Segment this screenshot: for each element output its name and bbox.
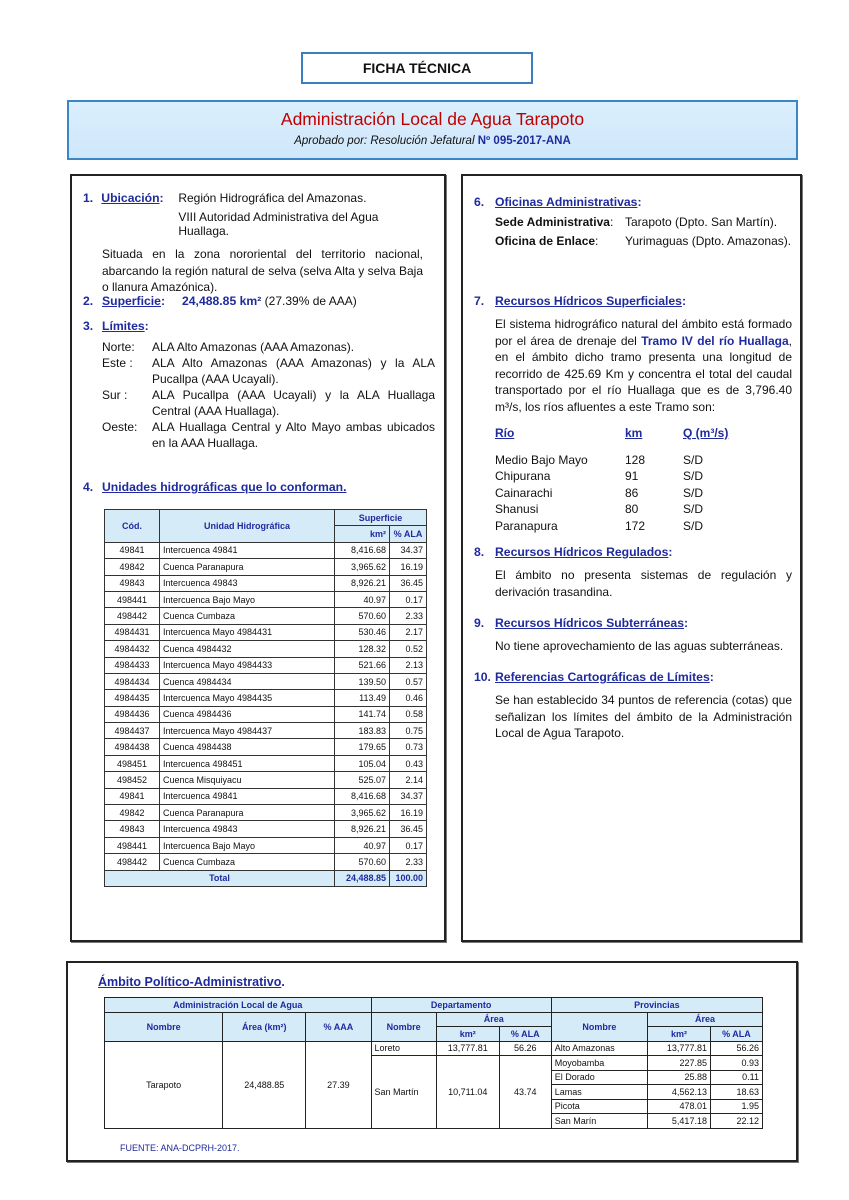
cell-km2: 3,965.62 [335, 559, 390, 575]
cell-pct: 2.14 [390, 772, 427, 788]
river-q: S/D [683, 518, 704, 533]
prov-km2: 478.01 [647, 1099, 710, 1114]
prov-nombre: Lamas [551, 1085, 647, 1100]
rivers-col-km: km [625, 426, 643, 440]
cell-cod: 498441 [105, 837, 160, 853]
total-label: Total [105, 870, 335, 886]
section-oficinas: 6. Oficinas Administrativas: Sede Administrativa: Tarapoto (Dpto. San Martín). Oficina de Enlace: Yurimaguas (Dpto. Amazonas). [474, 195, 792, 248]
river-row [495, 485, 792, 502]
limite-item [102, 339, 435, 355]
cell-cod: 4984437 [105, 723, 160, 739]
prov-nombre: El Dorado [551, 1070, 647, 1085]
cell-unidad: Intercuenca Mayo 4984437 [160, 723, 335, 739]
cell-unidad: Intercuenca Bajo Mayo [160, 591, 335, 607]
cell-km2: 113.49 [335, 690, 390, 706]
river-q: S/D [683, 485, 704, 500]
river-name: Paranapura [495, 518, 558, 533]
table-row [105, 805, 427, 821]
cell-cod: 49842 [105, 559, 160, 575]
cell-pct: 0.17 [390, 591, 427, 607]
section-number: 1. [83, 191, 94, 205]
rivers-header [495, 425, 792, 442]
section-referencias: 10. Referencias Cartográficas de Límites: Se han establecido 34 puntos de referencia (cotas) que señalizan los límites del ámbito de la Administración Local de Agua Tarapoto. [474, 670, 792, 740]
cell-km2: 179.65 [335, 739, 390, 755]
col-prov-km2: km² [647, 1027, 710, 1042]
cell-pct: 0.43 [390, 755, 427, 771]
section-heading: Oficinas Administrativas [495, 195, 638, 209]
prov-pct: 18.63 [710, 1085, 762, 1100]
cell-cod: 4984436 [105, 706, 160, 722]
superficie-note: (27.39% de AAA) [264, 294, 357, 308]
cell-unidad: Cuenca 4984438 [160, 739, 335, 755]
river-km: 86 [625, 485, 639, 500]
cell-km2: 105.04 [335, 755, 390, 771]
river-row [495, 501, 792, 518]
col-dep-area: Área [436, 1012, 551, 1027]
cell-unidad: Intercuenca Mayo 4984431 [160, 624, 335, 640]
cell-km2: 40.97 [335, 837, 390, 853]
cell-km2: 3,965.62 [335, 805, 390, 821]
desc-part: , en el ámbito dicho tramo presenta una longitud de recorrido de 425.69 Km y concentra el total del caudal transportado por el río Huallaga que es de 3,796.40 m³/s, los ríos afluentes a este Tramo son: [495, 333, 792, 414]
section-heading: Recursos Hídricos Subterráneas [495, 616, 684, 630]
ambito-panel [66, 961, 798, 1162]
sede-value: Tarapoto (Dpto. San Martín). [625, 215, 778, 229]
limite-key: Sur : [102, 388, 128, 402]
table-row [105, 575, 427, 591]
page-title: Administración Local de Agua Tarapoto [280, 109, 585, 129]
prov-nombre: Moyobamba [551, 1056, 647, 1071]
cell-km2: 570.60 [335, 854, 390, 870]
cell-cod: 498452 [105, 772, 160, 788]
enlace-label: Oficina de Enlace [495, 234, 596, 248]
section-heading: Referencias Cartográficas de Límites [495, 670, 710, 684]
cell-km2: 128.32 [335, 641, 390, 657]
section-number: 3. [83, 319, 94, 333]
cell-pct: 0.75 [390, 723, 427, 739]
table-row [105, 854, 427, 870]
cell-unidad: Intercuenca 49843 [160, 821, 335, 837]
cell-unidad: Intercuenca 49843 [160, 575, 335, 591]
col-dep-pct: % ALA [499, 1027, 551, 1042]
col-cod: Cód. [105, 510, 160, 543]
ambito-heading: Ámbito Político-Administrativo. [98, 975, 285, 989]
limite-key: Oeste: [102, 420, 138, 434]
cell-pct: 0.73 [390, 739, 427, 755]
table-row [105, 755, 427, 771]
section-number: 6. [474, 195, 485, 209]
cell-pct: 16.19 [390, 559, 427, 575]
total-pct: 100.00 [390, 870, 427, 886]
prov-nombre: Picota [551, 1099, 647, 1114]
section-unidades [83, 480, 423, 494]
prov-km2: 25.88 [647, 1070, 710, 1085]
prov-pct: 1.95 [710, 1099, 762, 1114]
limite-key: Este : [102, 356, 133, 370]
cell-cod: 49843 [105, 821, 160, 837]
col-km2: km² [335, 526, 390, 542]
cell-pct: 34.37 [390, 788, 427, 804]
cell-km2: 40.97 [335, 591, 390, 607]
dep-nombre: Loreto [371, 1041, 436, 1056]
river-q: S/D [683, 502, 704, 516]
prov-nombre: Alto Amazonas [551, 1041, 647, 1056]
col-pct: % ALA [390, 526, 427, 542]
cell-cod: 498442 [105, 854, 160, 870]
cell-pct: 0.58 [390, 706, 427, 722]
cell-km2: 141.74 [335, 706, 390, 722]
cell-cod: 49841 [105, 542, 160, 558]
approval-subtitle [69, 135, 796, 147]
prov-pct: 22.12 [710, 1114, 762, 1129]
cell-unidad: Cuenca 4984432 [160, 641, 335, 657]
resolution-ref: Nº 095-2017-ANA [477, 135, 571, 147]
river-km: 172 [625, 518, 646, 533]
ala-area: 24,488.85 [223, 1041, 306, 1128]
ala-nombre: Tarapoto [105, 1041, 223, 1128]
cell-km2: 139.50 [335, 673, 390, 689]
cell-cod: 498441 [105, 591, 160, 607]
cell-unidad: Intercuenca 49841 [160, 788, 335, 804]
total-km2: 24,488.85 [335, 870, 390, 886]
cell-km2: 8,416.68 [335, 788, 390, 804]
cell-unidad: Intercuenca 498451 [160, 755, 335, 771]
col-ala-nombre: Nombre [105, 1012, 223, 1041]
cell-cod: 4984438 [105, 739, 160, 755]
cell-unidad: Cuenca 4984436 [160, 706, 335, 722]
col-provincias: Provincias [551, 998, 762, 1013]
col-departamento: Departamento [371, 998, 551, 1013]
dep-km2: 13,777.81 [436, 1041, 499, 1056]
cell-pct: 0.46 [390, 690, 427, 706]
table-row [105, 739, 427, 755]
limites-list [102, 339, 435, 451]
col-prov-pct: % ALA [710, 1027, 762, 1042]
cell-cod: 49841 [105, 788, 160, 804]
cell-unidad: Cuenca Misquiyacu [160, 772, 335, 788]
section-superficiales: 7. Recursos Hídricos Superficiales: El sistema hidrográfico natural del ámbito está formado por el área de drenaje del Tramo IV del río Huallaga, en el ámbito dicho tramo presenta una longitud de recorrido de 425.69 Km y concentra el total del caudal transportado por el río Huallaga que es de 3,796.40 m³/s, los ríos afluentes a este Tramo son: Río km Q (m³/s) Medio Bajo Mayo 128 S/D Chipurana 91 S/D Cainarachi 86 S/D Shanusi 80 S/D Paranapura 172 S/D [474, 294, 792, 533]
river-q: S/D [683, 452, 704, 467]
section-number: 4. [83, 480, 94, 494]
ambito-table [104, 997, 763, 1129]
cell-unidad: Intercuenca Bajo Mayo [160, 837, 335, 853]
section-heading: Ubicación [101, 191, 160, 205]
river-row [495, 518, 792, 535]
sede-label: Sede Administrativa [495, 215, 610, 229]
dep-pct: 56.26 [499, 1041, 551, 1056]
cell-cod: 498442 [105, 608, 160, 624]
river-name: Chipurana [495, 469, 551, 483]
section-limites: 3. Límites: Norte: ALA Alto Amazonas (AAA Amazonas). Este : ALA Alto Amazonas (AAA Amazonas) y la ALA Pucallpa (AAA Ucayali). Sur : ALA Pucallpa (AAA Ucayali) y la ALA Huallaga Central (AAA Huallaga). Oeste: ALA Huallaga Central y Alto Mayo ambas ubicados en la AAA Huallaga. [83, 319, 435, 450]
left-panel [70, 174, 446, 942]
ubicacion-line1: Región Hidrográfica del Amazonas. [178, 191, 367, 205]
cell-unidad: Cuenca Paranapura [160, 559, 335, 575]
cell-km2: 570.60 [335, 608, 390, 624]
section-number: 2. [83, 294, 94, 308]
table-row [105, 1041, 763, 1056]
cell-km2: 525.07 [335, 772, 390, 788]
unidades-table [104, 509, 427, 887]
table-row [105, 657, 427, 673]
table-row [105, 821, 427, 837]
section-number: 7. [474, 294, 485, 308]
cell-unidad: Cuenca Cumbaza [160, 854, 335, 870]
cell-pct: 0.17 [390, 837, 427, 853]
col-prov-area: Área [647, 1012, 762, 1027]
prov-km2: 5,417.18 [647, 1114, 710, 1129]
limite-value: ALA Alto Amazonas (AAA Amazonas). [152, 340, 355, 354]
section-heading: Superficie [102, 294, 161, 308]
cell-pct: 2.33 [390, 608, 427, 624]
col-dep-km2: km² [436, 1027, 499, 1042]
river-q: S/D [683, 469, 704, 483]
col-dep-nombre: Nombre [371, 1012, 436, 1041]
table-row [105, 542, 427, 558]
cell-unidad: Cuenca Cumbaza [160, 608, 335, 624]
ala-pct: 27.39 [306, 1041, 371, 1128]
referencias-text: Se han establecido 34 puntos de referencia (cotas) que señalizan los límites del ámbito de la Administración Local de Agua Tarapoto. [495, 693, 792, 740]
cell-cod: 4984435 [105, 690, 160, 706]
river-name: Medio Bajo Mayo [495, 452, 588, 467]
cell-km2: 8,926.21 [335, 821, 390, 837]
table-row [105, 772, 427, 788]
cell-unidad: Cuenca Paranapura [160, 805, 335, 821]
superficie-value: 24,488.85 km² [182, 294, 262, 308]
col-ala: Administración Local de Agua [105, 998, 372, 1013]
cell-cod: 49842 [105, 805, 160, 821]
section-heading: Recursos Hídricos Regulados [495, 545, 669, 559]
limite-item [102, 419, 435, 451]
cell-km2: 8,416.68 [335, 542, 390, 558]
title-banner [67, 100, 798, 160]
col-unidad: Unidad Hidrográfica [160, 510, 335, 543]
cell-unidad: Intercuenca Mayo 4984433 [160, 657, 335, 673]
dep-pct: 43.74 [499, 1056, 551, 1129]
rivers-col-q: Q (m³/s) [683, 426, 729, 440]
table-row [105, 837, 427, 853]
section-subterraneas: 9. Recursos Hídricos Subterráneas: No tiene aprovechamiento de las aguas subterráneas. [474, 616, 792, 655]
fuente-note: FUENTE: ANA-DCPRH-2017. [120, 1143, 240, 1153]
table-row [105, 673, 427, 689]
rivers-col-rio: Río [495, 426, 515, 440]
total-row [105, 870, 427, 886]
dep-nombre: San Martín [371, 1056, 436, 1129]
table-row [105, 788, 427, 804]
prov-km2: 13,777.81 [647, 1041, 710, 1056]
cell-unidad: Cuenca 4984434 [160, 673, 335, 689]
prov-km2: 4,562.13 [647, 1085, 710, 1100]
river-km: 80 [625, 502, 639, 516]
section-heading: Ámbito Político-Administrativo [98, 975, 282, 989]
river-row [495, 452, 792, 469]
table-row [105, 608, 427, 624]
prov-pct: 56.26 [710, 1041, 762, 1056]
section-ubicacion: 1. Ubicación: Región Hidrográfica del Amazonas. VIII Autoridad Administrativa del Agua Huallaga. Situada en la zona nororiental del territorio nacional, abarcando la región natural de selva (selva Alta y selva Baja o llanura Amazónica). [83, 191, 423, 294]
prov-km2: 227.85 [647, 1056, 710, 1071]
cell-pct: 2.33 [390, 854, 427, 870]
section-regulados: 8. Recursos Hídricos Regulados: El ámbito no presenta sistemas de regulación y derivación trasandina. [474, 545, 792, 599]
cell-km2: 521.66 [335, 657, 390, 673]
dep-km2: 10,711.04 [436, 1056, 499, 1129]
approval-prefix: Aprobado por: Resolución Jefatural [294, 135, 478, 147]
cell-km2: 8,926.21 [335, 575, 390, 591]
cell-cod: 4984431 [105, 624, 160, 640]
cell-pct: 16.19 [390, 805, 427, 821]
river-name: Cainarachi [495, 485, 553, 500]
rivers-list [495, 452, 792, 535]
limite-value: ALA Pucallpa (AAA Ucayali) y la ALA Huallaga Central (AAA Huallaga). [152, 388, 435, 418]
cell-pct: 36.45 [390, 821, 427, 837]
section-heading: Recursos Hídricos Superficiales [495, 294, 682, 308]
col-ala-area: Área (km²) [223, 1012, 306, 1041]
river-name: Shanusi [495, 502, 539, 516]
section-heading: Unidades hidrográficas que lo conforman. [102, 480, 347, 494]
prov-pct: 0.11 [710, 1070, 762, 1085]
cell-cod: 498451 [105, 755, 160, 771]
desc-part: El sistema hidrográfico natural del ámbito está formado por el área de drenaje del [495, 317, 792, 348]
cell-pct: 0.57 [390, 673, 427, 689]
table-row [105, 690, 427, 706]
cell-cod: 4984432 [105, 641, 160, 657]
cell-cod: 49843 [105, 575, 160, 591]
ubicacion-line2: VIII Autoridad Administrativa del Agua Huallaga. [178, 210, 379, 238]
limite-item [102, 355, 435, 387]
prov-nombre: San Marín [551, 1114, 647, 1129]
section-number: 8. [474, 545, 485, 559]
cell-km2: 530.46 [335, 624, 390, 640]
cell-pct: 2.17 [390, 624, 427, 640]
cell-pct: 34.37 [390, 542, 427, 558]
section-number: 10. [474, 670, 491, 684]
table-row [105, 706, 427, 722]
cell-pct: 36.45 [390, 575, 427, 591]
cell-cod: 4984433 [105, 657, 160, 673]
cell-cod: 4984434 [105, 673, 160, 689]
section-number: 9. [474, 616, 485, 630]
ficha-tecnica-title: FICHA TÉCNICA [301, 52, 533, 84]
col-prov-nombre: Nombre [551, 1012, 647, 1041]
col-superficie: Superficie [335, 510, 427, 526]
river-row [495, 468, 792, 485]
section-heading: Límites [102, 319, 145, 333]
table-row [105, 723, 427, 739]
table-row [105, 641, 427, 657]
cell-km2: 183.83 [335, 723, 390, 739]
prov-pct: 0.93 [710, 1056, 762, 1071]
river-km: 91 [625, 469, 639, 483]
subterraneas-text: No tiene aprovechamiento de las aguas subterráneas. [495, 639, 784, 653]
table-row [105, 559, 427, 575]
river-km: 128 [625, 452, 646, 467]
limite-value: ALA Huallaga Central y Alto Mayo ambas ubicados en la AAA Huallaga. [152, 420, 435, 450]
regulados-text: El ámbito no presenta sistemas de regulación y derivación trasandina. [495, 568, 792, 599]
section-superficie: 2. Superficie: 24,488.85 km² (27.39% de AAA) [83, 294, 357, 308]
limite-item [102, 387, 435, 419]
cell-unidad: Intercuenca Mayo 4984435 [160, 690, 335, 706]
cell-pct: 0.52 [390, 641, 427, 657]
limite-value: ALA Alto Amazonas (AAA Amazonas) y la ALA Pucallpa (AAA Ucayali). [152, 356, 435, 386]
cell-pct: 2.13 [390, 657, 427, 673]
table-row [105, 591, 427, 607]
ubicacion-description: Situada en la zona nororiental del territorio nacional, abarcando la región natural de selva (selva Alta y selva Baja o llanura Amazónica). [102, 247, 423, 294]
cell-unidad: Intercuenca 49841 [160, 542, 335, 558]
enlace-value: Yurimaguas (Dpto. Amazonas). [625, 234, 792, 248]
right-panel [461, 174, 802, 942]
table-row [105, 624, 427, 640]
limite-key: Norte: [102, 340, 135, 354]
tramo-highlight: Tramo IV del río Huallaga [641, 333, 789, 348]
col-ala-pct: % AAA [306, 1012, 371, 1041]
superficiales-description [495, 316, 792, 415]
